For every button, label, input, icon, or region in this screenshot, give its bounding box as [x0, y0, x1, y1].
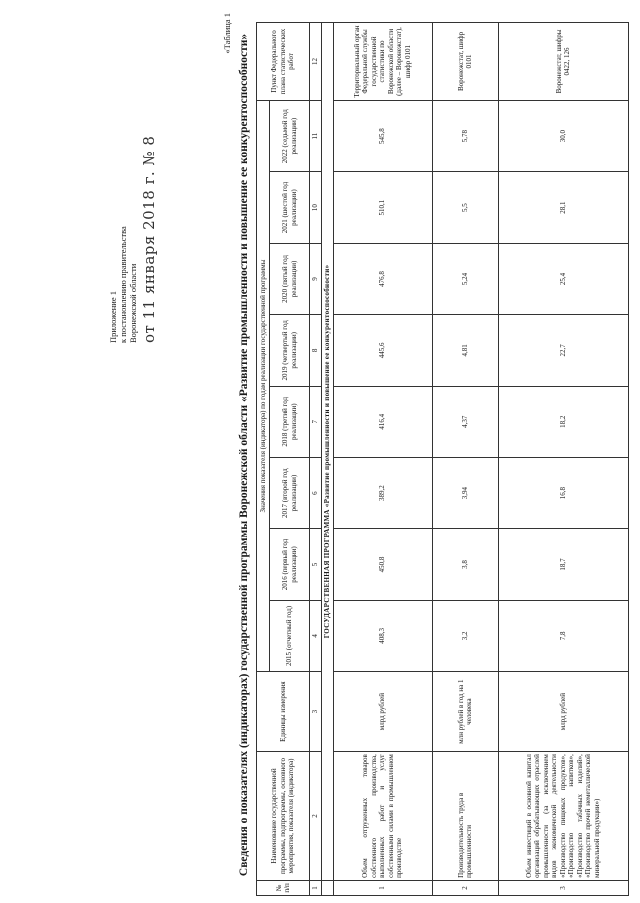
- row-value: 450,8: [333, 529, 432, 600]
- date-line: от 11 января 2018 г. № 8: [140, 135, 158, 343]
- row-value: 408,3: [333, 600, 432, 671]
- col-number: 3: [310, 672, 322, 752]
- row-name: Объем отгруженных товаров собственного производства, выполненных работ и услуг собственными силами в промышленном производстве: [333, 752, 432, 881]
- row-value: 4,37: [432, 386, 498, 457]
- year-header: 2015 (отчетный год): [270, 600, 310, 671]
- appendix-block: [108, 143, 138, 343]
- row-name: Производительность труда в промышленности: [432, 752, 498, 881]
- row-value: 16,8: [498, 457, 628, 528]
- row-source: Воронежстат, шифр 0101: [432, 23, 498, 101]
- row-no: 3: [498, 880, 628, 895]
- appendix-line: Приложение 1: [108, 291, 118, 343]
- col-number: 12: [310, 23, 322, 101]
- col-name-header: Наименование государственной программы, подпрограммы, основного мероприятия, показателя (индикатора): [257, 752, 310, 881]
- row-value: 445,6: [333, 315, 432, 386]
- row-value: 18,2: [498, 386, 628, 457]
- row-value: 30,0: [498, 100, 628, 171]
- table-row: [432, 23, 498, 896]
- section-header: ГОСУДАРСТВЕННАЯ ПРОГРАММА «Развитие промышленности и повышение ее конкурентоспособности»: [321, 23, 333, 881]
- col-number: 2: [310, 752, 322, 881]
- col-source-header: Пункт Федерального плана статистических работ: [257, 23, 310, 101]
- row-value: 510,1: [333, 172, 432, 243]
- year-header: 2017 (второй год реализации): [270, 457, 310, 528]
- row-value: 3,94: [432, 457, 498, 528]
- col-number: 11: [310, 100, 322, 171]
- row-value: 416,4: [333, 386, 432, 457]
- appendix-line: к постановлению правительства: [118, 226, 128, 343]
- row-name: Объем инвестиций в основной капитал организаций обрабатывающих отраслей промышленности (за исключением видов экономической деятельности «Производство пищевых продуктов», «Производство напитков», «Производство табачных изделий», «Производство прочей неметаллической минеральной продукции»): [498, 752, 628, 881]
- row-source: Воронежстат, шифры 0422, 126: [498, 23, 628, 101]
- col-number: 9: [310, 243, 322, 314]
- row-value: 5,5: [432, 172, 498, 243]
- col-no-header: № п/п: [257, 880, 310, 895]
- year-header: 2019 (четвертый год реализации): [270, 315, 310, 386]
- row-value: 22,7: [498, 315, 628, 386]
- row-source: Территориальный орган Федеральной службы государственной статистики по Воронежской области (далее – Воронежстат), шифр 0101: [333, 23, 432, 101]
- table-label: «Таблица 1: [222, 13, 232, 54]
- col-number: 6: [310, 457, 322, 528]
- col-unit-header: Единицы измерения: [257, 672, 310, 752]
- row-value: 4,81: [432, 315, 498, 386]
- row-value: 28,1: [498, 172, 628, 243]
- row-no: 2: [432, 880, 498, 895]
- year-header: 2021 (шестой год реализации): [270, 172, 310, 243]
- row-value: 3,2: [432, 600, 498, 671]
- page-title: Сведения о показателях (индикаторах) государственной программы Воронежской области «Развитие промышленности и повышение ее конкурентоспособности»: [238, 33, 250, 877]
- row-value: 545,8: [333, 100, 432, 171]
- year-header: 2020 (пятый год реализации): [270, 243, 310, 314]
- years-group-header: Значения показателя (индикатора) по годам реализации государственной программы: [257, 100, 270, 671]
- row-value: 3,8: [432, 529, 498, 600]
- year-header: 2016 (первый год реализации): [270, 529, 310, 600]
- row-no: 1: [333, 880, 432, 895]
- table-row: [498, 23, 628, 896]
- row-value: 5,78: [432, 100, 498, 171]
- section-spacer: [321, 880, 333, 895]
- table-row: [333, 23, 432, 896]
- row-value: 18,7: [498, 529, 628, 600]
- row-value: 476,8: [333, 243, 432, 314]
- col-number: 1: [310, 880, 322, 895]
- col-number: 10: [310, 172, 322, 243]
- row-unit: млрд рублей: [333, 672, 432, 752]
- row-unit: млн рублей в год на 1 человека: [432, 672, 498, 752]
- year-header: 2018 (третий год реализации): [270, 386, 310, 457]
- col-number: 7: [310, 386, 322, 457]
- col-number: 5: [310, 529, 322, 600]
- year-header: 2022 (седьмой год реализации): [270, 100, 310, 171]
- col-number: 4: [310, 600, 322, 671]
- row-value: 7,8: [498, 600, 628, 671]
- col-number: 8: [310, 315, 322, 386]
- row-unit: млрд рублей: [498, 672, 628, 752]
- row-value: 389,2: [333, 457, 432, 528]
- indicators-table: [256, 22, 629, 896]
- row-value: 25,4: [498, 243, 628, 314]
- row-value: 5,24: [432, 243, 498, 314]
- appendix-line: Воронежской области: [128, 263, 138, 343]
